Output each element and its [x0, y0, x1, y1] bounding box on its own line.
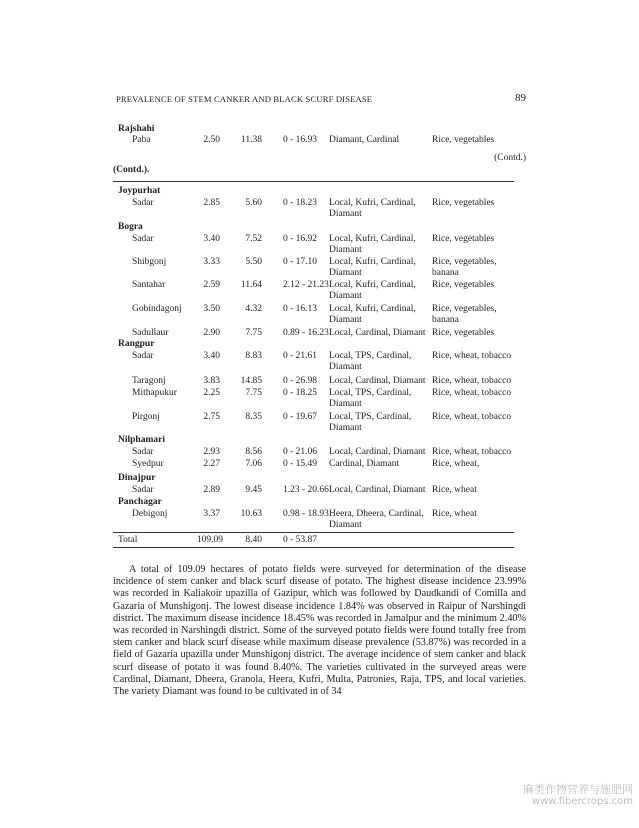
- varieties-cell: Diamant: [329, 362, 362, 373]
- range-cell: 0 - 21.06: [283, 447, 318, 457]
- incidence-cell: 4.32: [245, 304, 262, 314]
- varieties-cell: Local, Cardinal, Diamant: [329, 447, 426, 457]
- total-area: 109.09: [196, 535, 223, 545]
- crops-cell: Rice, wheat: [432, 509, 477, 519]
- varieties-cell: Local, TPS, Cardinal,: [329, 351, 412, 361]
- incidence-cell: 7.75: [245, 328, 262, 338]
- varieties-cell: Local, TPS, Cardinal,: [329, 388, 412, 398]
- running-title: PREVALENCE OF STEM CANKER AND BLACK SCURF DISEASE: [116, 94, 373, 104]
- crops-cell: Rice, vegetables: [432, 198, 495, 208]
- incidence-cell: 8.56: [245, 447, 262, 457]
- varieties-cell: Diamant: [329, 245, 362, 256]
- region-heading: Nilphamari: [118, 435, 165, 445]
- area-cell: 2.75: [203, 412, 220, 422]
- watermark: [523, 783, 633, 808]
- varieties-cell: Diamant: [329, 315, 362, 326]
- area-cell: 3.50: [203, 304, 220, 314]
- upazila-cell: Sadar: [132, 447, 154, 457]
- range-cell: 0 - 16.93: [283, 135, 318, 145]
- page-number: 89: [515, 92, 526, 104]
- crops-cell: Rice, vegetables,: [432, 257, 497, 267]
- area-cell: 3.40: [203, 234, 220, 244]
- body-paragraph: [113, 564, 526, 698]
- incidence-cell: 7.75: [245, 388, 262, 398]
- incidence-cell: 8.35: [245, 412, 262, 422]
- paragraph-text: A total of 109.09 hectares of potato fields were surveyed for determination of the disease incidence of stem canker and black scurf disease of potato. The highest disease incidence 23.99% was recorded in Kaliakoir upazilla of Gazipur, which was followed by Daudkandi of Comilla and Gazaria of Munshigonj. The lowest disease incidence 1.84% was observed in Raipur of Narshingdi district. The maximum disease incidence 18.45% was recorded in Jamalpur and the minimum 2.40% was recorded in Narshingdi district. Some of the surveyed potato fields were found totally free from stem canker and black scurf disease while maximum disease prevalence (53.87%) was recorded in a field of Gazaria upazilla under Munshigonj district. The average incidence of stem canker and black scurf disease of potato it was found 8.40%. The varieties cultivated in the surveyed areas were Cardinal, Diamant, Dheera, Granola, Heera, Kufri, Multa, Patronies, Raja, TPS, and local varieties. The variety Diamant was found to be cultivated in of 34: [113, 564, 526, 698]
- range-cell: 0.98 - 18.93: [283, 509, 329, 519]
- range-cell: 0 - 18.23: [283, 198, 318, 208]
- total-label: Total: [118, 535, 138, 545]
- crops-cell: Rice, wheat,: [432, 459, 480, 469]
- incidence-cell: 7.06: [245, 459, 262, 469]
- area-cell: 2.90: [203, 328, 220, 338]
- region-heading: Rajshahi: [118, 124, 155, 134]
- area-cell: 2.89: [203, 485, 220, 495]
- contd-label-left: (Contd.).: [113, 165, 150, 175]
- table-total-rule-top: [113, 532, 514, 533]
- upazila-cell: Taragonj: [132, 376, 166, 386]
- varieties-cell: Diamant: [329, 291, 362, 302]
- crops-cell: Rice, wheat, tobacco: [432, 351, 512, 361]
- area-cell: 2.59: [203, 280, 220, 290]
- upazila-cell: Mithapukur: [132, 388, 177, 398]
- area-cell: 3.83: [203, 376, 220, 386]
- varieties-cell: Local, Cardinal, Diamant: [329, 376, 426, 386]
- crops-cell: Rice, wheat, tobacco: [432, 447, 512, 457]
- running-head: [116, 92, 526, 106]
- upazila-cell: Sadar: [132, 234, 154, 244]
- varieties-cell: Local, Kufri, Cardinal,: [329, 198, 416, 208]
- upazila-cell: Debigonj: [132, 509, 168, 519]
- crops-cell: Rice, vegetables: [432, 328, 495, 338]
- crops-cell: Rice, vegetables,: [432, 304, 497, 314]
- incidence-cell: 7.52: [245, 234, 262, 244]
- incidence-cell: 14.85: [240, 376, 262, 386]
- crops-cell: Rice, wheat, tobacco: [432, 412, 512, 422]
- watermark-url: www.fibercrops.com: [531, 796, 633, 807]
- incidence-cell: 5.50: [245, 257, 262, 267]
- varieties-cell: Local, Cardinal, Diamant: [329, 485, 426, 495]
- upazila-cell: Pirgonj: [132, 412, 160, 422]
- crops-cell: Rice, vegetables: [432, 280, 495, 290]
- area-cell: 2.25: [203, 388, 220, 398]
- region-heading: Bogra: [118, 222, 143, 232]
- range-cell: 0 - 26.98: [283, 376, 318, 386]
- region-heading: Joypurhat: [118, 186, 161, 196]
- range-cell: 0 - 17.10: [283, 257, 318, 267]
- region-heading: Rangpur: [118, 339, 155, 349]
- range-cell: 2.12 - 21.23: [283, 280, 329, 290]
- crops-cell: Rice, vegetables: [432, 135, 495, 145]
- crops-cell: banana: [432, 315, 459, 326]
- incidence-cell: 9.45: [245, 485, 262, 495]
- table-bottom-rule: [113, 547, 514, 548]
- varieties-cell: Diamant: [329, 520, 362, 531]
- varieties-cell: Local, Kufri, Cardinal,: [329, 234, 416, 244]
- upazila-cell: Santahar: [132, 280, 166, 290]
- area-cell: 3.33: [203, 257, 220, 267]
- crops-cell: banana: [432, 268, 459, 279]
- varieties-cell: Local, Kufri, Cardinal,: [329, 257, 416, 267]
- upazila-cell: Sadar: [132, 485, 154, 495]
- region-heading: Dinajpur: [118, 473, 156, 483]
- range-cell: 0 - 15.49: [283, 459, 318, 469]
- crops-cell: Rice, wheat, tobacco: [432, 388, 512, 398]
- incidence-cell: 5.60: [245, 198, 262, 208]
- crops-cell: Rice, wheat: [432, 485, 477, 495]
- range-cell: 0 - 19.67: [283, 412, 318, 422]
- upazila-cell: Sadar: [132, 351, 154, 361]
- incidence-cell: 8.83: [245, 351, 262, 361]
- area-cell: 2.27: [203, 459, 220, 469]
- area-cell: 3.40: [203, 351, 220, 361]
- upazila-cell: Sadullaur: [132, 328, 169, 338]
- upazila-cell: Shibgonj: [132, 257, 167, 267]
- crops-cell: Rice, wheat, tobacco: [432, 376, 512, 386]
- range-cell: 0 - 18.25: [283, 388, 318, 398]
- upazila-cell: Sadar: [132, 198, 154, 208]
- varieties-cell: Diamant, Cardinal: [329, 135, 400, 145]
- varieties-cell: Local, Kufri, Cardinal,: [329, 280, 416, 290]
- varieties-cell: Heera, Dheera, Cardinal,: [329, 509, 424, 519]
- watermark-text: 麻类作物营养与施肥网: [523, 783, 633, 796]
- area-cell: 2.85: [203, 198, 220, 208]
- upazila-cell: Paba: [132, 135, 151, 145]
- varieties-cell: Diamant: [329, 209, 362, 220]
- area-cell: 3.37: [203, 509, 220, 519]
- upazila-cell: Gobindagonj: [132, 304, 182, 314]
- contd-label-right: (Contd.): [494, 153, 526, 163]
- region-heading: Panchagar: [118, 497, 162, 507]
- crops-cell: Rice, vegetables: [432, 234, 495, 244]
- total-incidence: 8.40: [245, 535, 262, 545]
- varieties-cell: Cardinal, Diamant: [329, 459, 400, 469]
- area-cell: 2.93: [203, 447, 220, 457]
- varieties-cell: Diamant: [329, 268, 362, 279]
- area-cell: 2.50: [203, 135, 220, 145]
- total-range: 0 - 53.87: [283, 535, 318, 545]
- varieties-cell: Diamant: [329, 423, 362, 434]
- varieties-cell: Local, Cardinal, Diamant: [329, 328, 426, 338]
- range-cell: 0 - 16.92: [283, 234, 318, 244]
- table-top-rule: [113, 181, 514, 182]
- incidence-cell: 11.38: [240, 135, 262, 145]
- range-cell: 1.23 - 20.66: [283, 485, 329, 495]
- incidence-cell: 10.63: [240, 509, 262, 519]
- range-cell: 0 - 16.13: [283, 304, 318, 314]
- varieties-cell: Diamant: [329, 399, 362, 410]
- varieties-cell: Local, Kufri, Cardinal,: [329, 304, 416, 314]
- upazila-cell: Syedpur: [132, 459, 164, 469]
- varieties-cell: Local, TPS, Cardinal,: [329, 412, 412, 422]
- incidence-cell: 11.64: [240, 280, 262, 290]
- range-cell: 0.89 - 16.23: [283, 328, 329, 338]
- range-cell: 0 - 21.61: [283, 351, 318, 361]
